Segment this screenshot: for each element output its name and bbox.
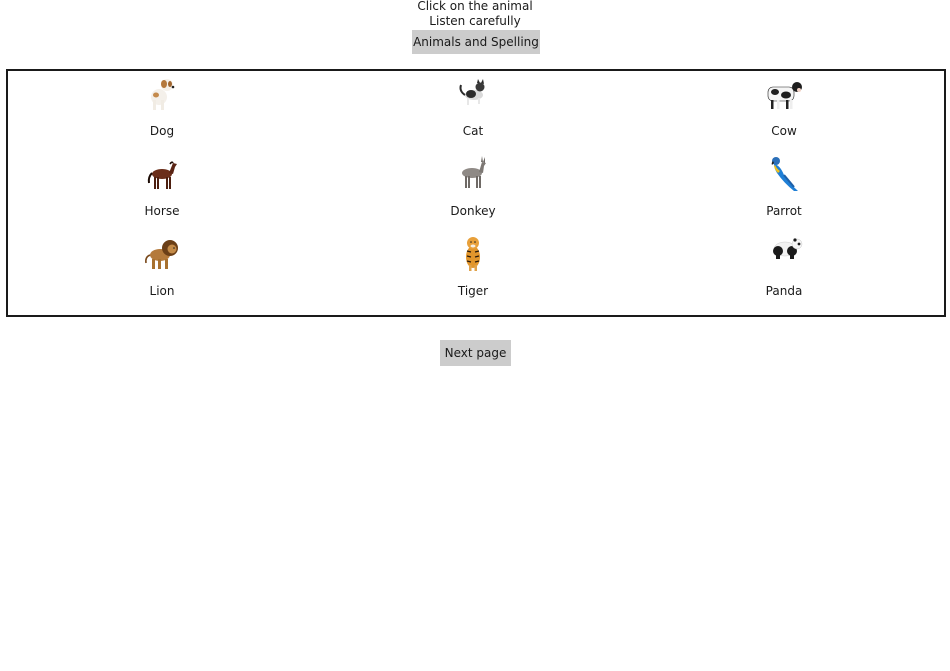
animal-card-donkey[interactable] — [403, 151, 543, 223]
instruction-text: Click on the animal — [417, 0, 533, 13]
animal-card-lion[interactable] — [92, 231, 232, 303]
animal-card-cow[interactable] — [714, 71, 854, 143]
animal-label: Cow — [771, 124, 797, 138]
hint-text: Listen carefully — [429, 14, 521, 28]
lion-icon — [142, 233, 182, 273]
donkey-icon — [453, 153, 493, 193]
animal-grid — [6, 69, 946, 317]
animal-label: Panda — [765, 284, 803, 298]
animal-label: Horse — [144, 204, 180, 218]
animal-card-cat[interactable] — [403, 71, 543, 143]
animal-label: Dog — [149, 124, 175, 138]
parrot-icon — [764, 153, 804, 193]
category-button[interactable]: Animals and Spelling — [412, 30, 540, 54]
cat-icon — [453, 73, 493, 113]
animal-card-dog[interactable] — [92, 71, 232, 143]
cow-icon — [764, 73, 804, 113]
next-page-button[interactable]: Next page — [440, 340, 511, 366]
animal-label: Lion — [149, 284, 175, 298]
animal-card-parrot[interactable] — [714, 151, 854, 223]
animal-label: Cat — [462, 124, 484, 138]
animal-card-tiger[interactable] — [403, 231, 543, 303]
animal-label: Donkey — [450, 204, 496, 218]
animal-card-horse[interactable] — [92, 151, 232, 223]
animal-card-panda[interactable] — [714, 231, 854, 303]
dog-icon — [142, 73, 182, 113]
panda-icon — [764, 233, 804, 273]
tiger-icon — [453, 233, 493, 273]
horse-icon — [142, 153, 182, 193]
animal-label: Parrot — [766, 204, 802, 218]
animal-label: Tiger — [457, 284, 489, 298]
